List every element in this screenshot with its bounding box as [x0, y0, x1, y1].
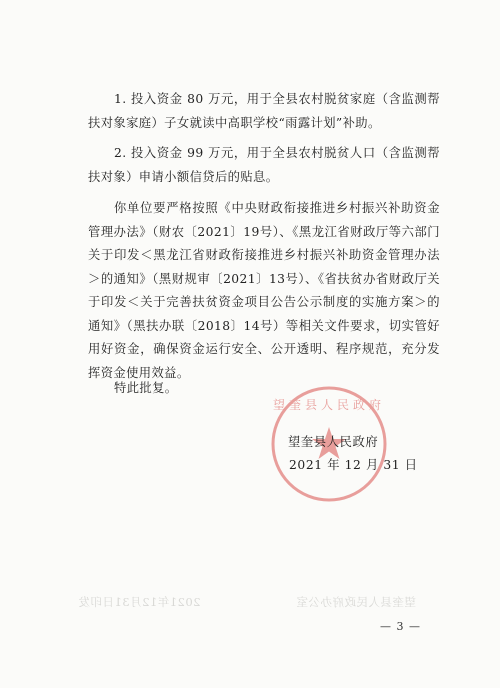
paragraph-requirements: 你单位要严格按照《中央财政衔接推进乡村振兴补助资金管理办法》（财农〔2021〕19号）、《黑龙江省财政厅等六部门关于印发＜黑龙江省财政衔接推进乡村振兴补助资金管理办法＞的通知》（黑财规审〔2021〕13号）、《省扶贫办省财政厅关于印发＜关于完善扶贫资金项目公告公示制度的实施方案＞的通知》（黑扶办联〔2018〕14号）等相关文件要求，切实管好用好资金，确保资金运行安全、公开透明、程序规范，充分发挥资金使用效益。 [88, 201, 440, 380]
page-number: — 3 — [380, 620, 421, 633]
bleed-through-text: 望奎县人民政府办公室 [296, 595, 416, 609]
paragraph-item-2: 2. 投入资金 99 万元，用于全县农村脱贫人口（含监测帮扶对象）申请小额信贷后的贴息。 [88, 146, 440, 184]
paragraph-item-1: 1. 投入资金 80 万元，用于全县农村脱贫家庭（含监测帮扶对象家庭）子女就读中高职学校“雨露计划”补助。 [88, 92, 440, 130]
bleed-through-text: 2021年12月31日印发 [78, 595, 201, 609]
signature-date: 2021 年 12 月 31 日 [289, 458, 418, 472]
signature-organization: 望奎县人民政府 [288, 435, 379, 449]
svg-text:望奎县人民政府: 望奎县人民政府 [272, 398, 386, 412]
paragraph-closing: 特此批复。 [114, 381, 178, 395]
